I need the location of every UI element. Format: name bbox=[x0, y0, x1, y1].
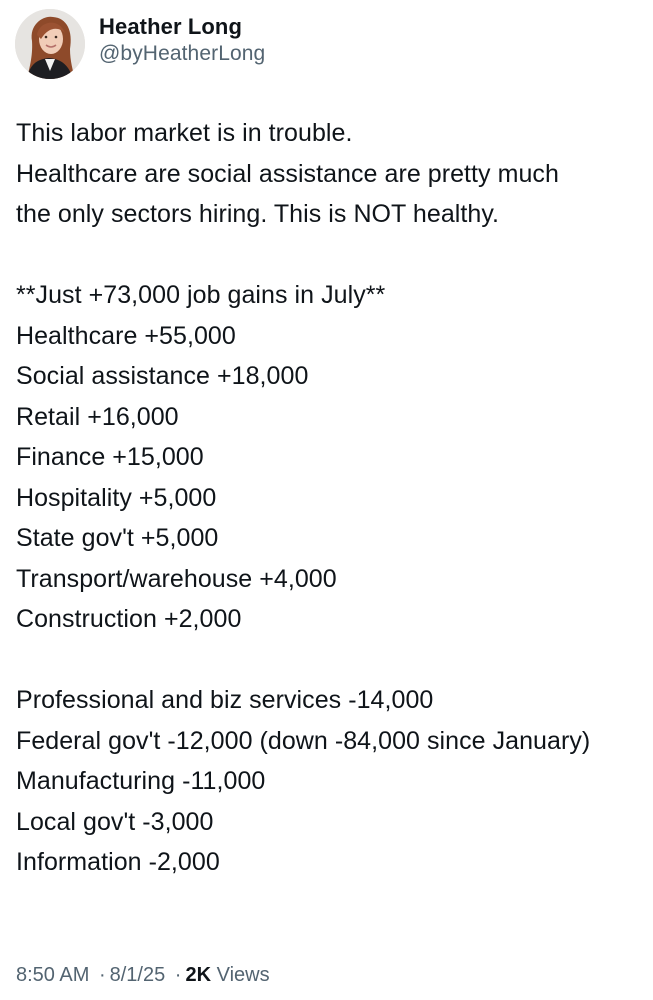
gain-item: Transport/warehouse +4,000 bbox=[16, 564, 337, 593]
paragraph-break bbox=[16, 235, 646, 276]
loss-item: Manufacturing -11,000 bbox=[16, 767, 266, 795]
gain-item: Hospitality +5,000 bbox=[16, 483, 217, 512]
tweet-date[interactable]: 8/1/25 bbox=[109, 964, 166, 986]
tweet-line: the only sectors hiring. This is NOT healthy. bbox=[16, 200, 500, 228]
author-display-name[interactable]: Heather Long bbox=[99, 14, 242, 39]
views-label[interactable]: Views bbox=[216, 964, 270, 986]
author-names bbox=[99, 13, 265, 67]
loss-item: Local gov't -3,000 bbox=[16, 807, 214, 836]
tweet-meta bbox=[16, 961, 270, 989]
avatar[interactable] bbox=[15, 9, 85, 79]
tweet-time[interactable]: 8:50 AM bbox=[16, 964, 90, 986]
loss-item: Professional and biz services -14,000 bbox=[16, 686, 434, 714]
gain-item: Finance +15,000 bbox=[16, 443, 204, 471]
meta-separator: · bbox=[98, 964, 106, 986]
avatar-image bbox=[15, 9, 85, 79]
loss-item: Information -2,000 bbox=[16, 848, 220, 876]
gain-item: Social assistance +18,000 bbox=[16, 362, 309, 390]
tweet-header bbox=[15, 9, 265, 79]
views-count[interactable]: 2K bbox=[185, 964, 212, 986]
gains-header: **Just +73,000 job gains in July** bbox=[16, 281, 386, 309]
gain-item: State gov't +5,000 bbox=[16, 524, 219, 552]
gain-item: Construction +2,000 bbox=[16, 605, 242, 633]
meta-separator: · bbox=[174, 964, 182, 986]
tweet-line: Healthcare are social assistance are pretty much bbox=[16, 159, 559, 188]
gain-item: Healthcare +55,000 bbox=[16, 321, 236, 350]
gain-item: Retail +16,000 bbox=[16, 402, 179, 431]
paragraph-break bbox=[16, 640, 646, 681]
tweet-line: This labor market is in trouble. bbox=[16, 119, 353, 147]
tweet-text bbox=[16, 113, 646, 883]
loss-item: Federal gov't -12,000 (down -84,000 since January) bbox=[16, 726, 591, 755]
author-handle[interactable]: @byHeatherLong bbox=[99, 42, 266, 65]
